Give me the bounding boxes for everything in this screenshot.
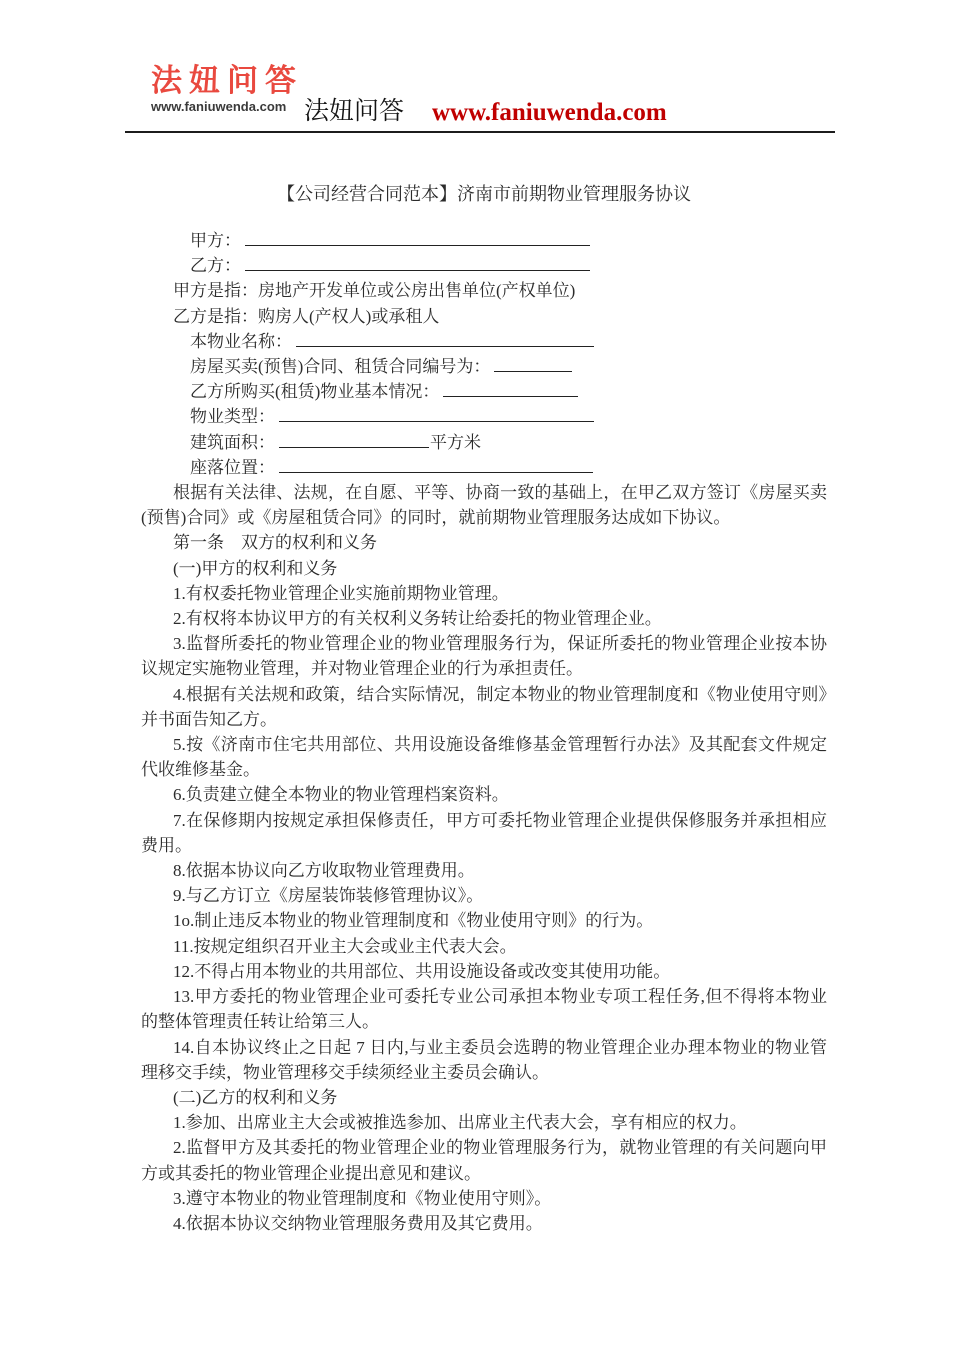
site-name: 法妞问答 <box>304 98 405 125</box>
contract-paragraph: 6.负责建立健全本物业的物业管理档案资料。 <box>173 785 509 805</box>
site-url: www.faniuwenda.com <box>432 99 667 126</box>
contract-paragraph: 2.有权将本协议甲方的有关权利义务转让给委托的物业管理企业。 <box>173 609 662 629</box>
field-list <box>141 228 827 480</box>
fill-in-blank <box>279 431 429 448</box>
fill-in-blank <box>296 330 594 347</box>
contract-paragraph: 1o.制止违反本物业的物业管理制度和《物业使用守则》的行为。 <box>173 911 654 931</box>
field-label: 房屋买卖(预售)合同、租赁合同编号为： <box>173 357 491 377</box>
field-suffix: 平方米 <box>430 432 481 452</box>
fill-in-blank <box>494 355 572 372</box>
contract-paragraph: 3.遵守本物业的物业管理制度和《物业使用守则》。 <box>173 1188 552 1208</box>
contract-paragraph: 2.监督甲方及其委托的物业管理企业的物业管理服务行为，就物业管理的有关问题向甲方或其委托的物业管理企业提出意见和建议。 <box>141 1138 827 1183</box>
field-label: 物业类型： <box>173 407 275 427</box>
field-label: 乙方： <box>173 256 241 276</box>
field-label: 甲方是指：房地产开发单位或公房出售单位(产权单位) <box>173 281 576 301</box>
contract-paragraph: 13.甲方委托的物业管理企业可委托专业公司承担本物业专项工程任务,但不得将本物业的整体管理责任转让给第三人。 <box>141 987 827 1032</box>
fill-in-blank <box>279 405 594 422</box>
field-label: 甲方： <box>173 231 241 250</box>
field-row <box>141 329 827 354</box>
document-title: 【公司经营合同范本】济南市前期物业管理服务协议 <box>277 184 691 204</box>
field-row <box>141 304 827 329</box>
field-row <box>141 354 827 379</box>
contract-paragraph: 12.不得占用本物业的共用部位、共用设施设备或改变其使用功能。 <box>173 961 671 981</box>
contract-paragraph: 4.根据有关法规和政策，结合实际情况，制定本物业的物业管理制度和《物业使用守则》并书面告知乙方。 <box>141 684 827 729</box>
fill-in-blank <box>245 229 590 246</box>
field-label: 座落位置： <box>173 457 275 477</box>
contract-paragraph: 1.参加、出席业主大会或被推选参加、出席业主代表大会，享有相应的权力。 <box>173 1113 747 1133</box>
contract-document <box>141 182 827 1236</box>
contract-paragraph: 9.与乙方订立《房屋装饰装修管理协议》。 <box>173 886 484 906</box>
contract-paragraph: 14.自本协议终止之日起 7 日内,与业主委员会选聘的物业管理企业办理本物业的物业管理移交手续，物业管理移交手续须经业主委员会确认。 <box>141 1037 827 1082</box>
header-divider <box>125 131 835 133</box>
contract-paragraph: 8.依据本协议向乙方收取物业管理费用。 <box>173 861 475 881</box>
contract-paragraph: 1.有权委托物业管理企业实施前期物业管理。 <box>173 583 509 603</box>
site-logo-text: 法妞问答 <box>151 63 303 98</box>
field-row <box>141 253 827 278</box>
field-row <box>141 404 827 429</box>
field-row <box>141 278 827 303</box>
paragraph-list <box>141 480 827 1236</box>
fill-in-blank <box>443 380 578 397</box>
contract-paragraph: 第一条 双方的权利和义务 <box>173 533 377 553</box>
contract-paragraph: 根据有关法律、法规，在自愿、平等、协商一致的基础上，在甲乙双方签订《房屋买卖(预售)合同》或《房屋租赁合同》的同时，就前期物业管理服务达成如下协议。 <box>141 483 827 528</box>
site-logo <box>151 64 311 114</box>
field-label: 建筑面积： <box>173 432 275 452</box>
contract-paragraph: 11.按规定组织召开业主大会或业主代表大会。 <box>173 936 517 956</box>
field-row <box>141 455 827 480</box>
fill-in-blank <box>279 456 593 473</box>
contract-paragraph: 5.按《济南市住宅共用部位、共用设施设备维修基金管理暂行办法》及其配套文件规定代收维修基金。 <box>141 735 827 780</box>
contract-paragraph: (一)甲方的权利和义务 <box>173 558 338 578</box>
field-label: 乙方所购买(租赁)物业基本情况： <box>173 382 440 402</box>
field-label: 本物业名称： <box>173 331 292 351</box>
contract-paragraph: 7.在保修期内按规定承担保修责任，甲方可委托物业管理企业提供保修服务并承担相应费用。 <box>141 810 827 855</box>
contract-paragraph: 4.依据本协议交纳物业管理服务费用及其它费用。 <box>173 1213 543 1233</box>
field-row <box>141 228 827 253</box>
site-logo-url: www.faniuwenda.com <box>151 99 287 114</box>
field-row <box>141 430 827 455</box>
contract-paragraph: 3.监督所委托的物业管理企业的物业管理服务行为，保证所委托的物业管理企业按本协议规定实施物业管理，并对物业管理企业的行为承担责任。 <box>141 634 827 679</box>
fill-in-blank <box>245 254 590 271</box>
field-row <box>141 379 827 404</box>
contract-paragraph: (二)乙方的权利和义务 <box>173 1087 338 1107</box>
field-label: 乙方是指：购房人(产权人)或承租人 <box>173 306 440 326</box>
